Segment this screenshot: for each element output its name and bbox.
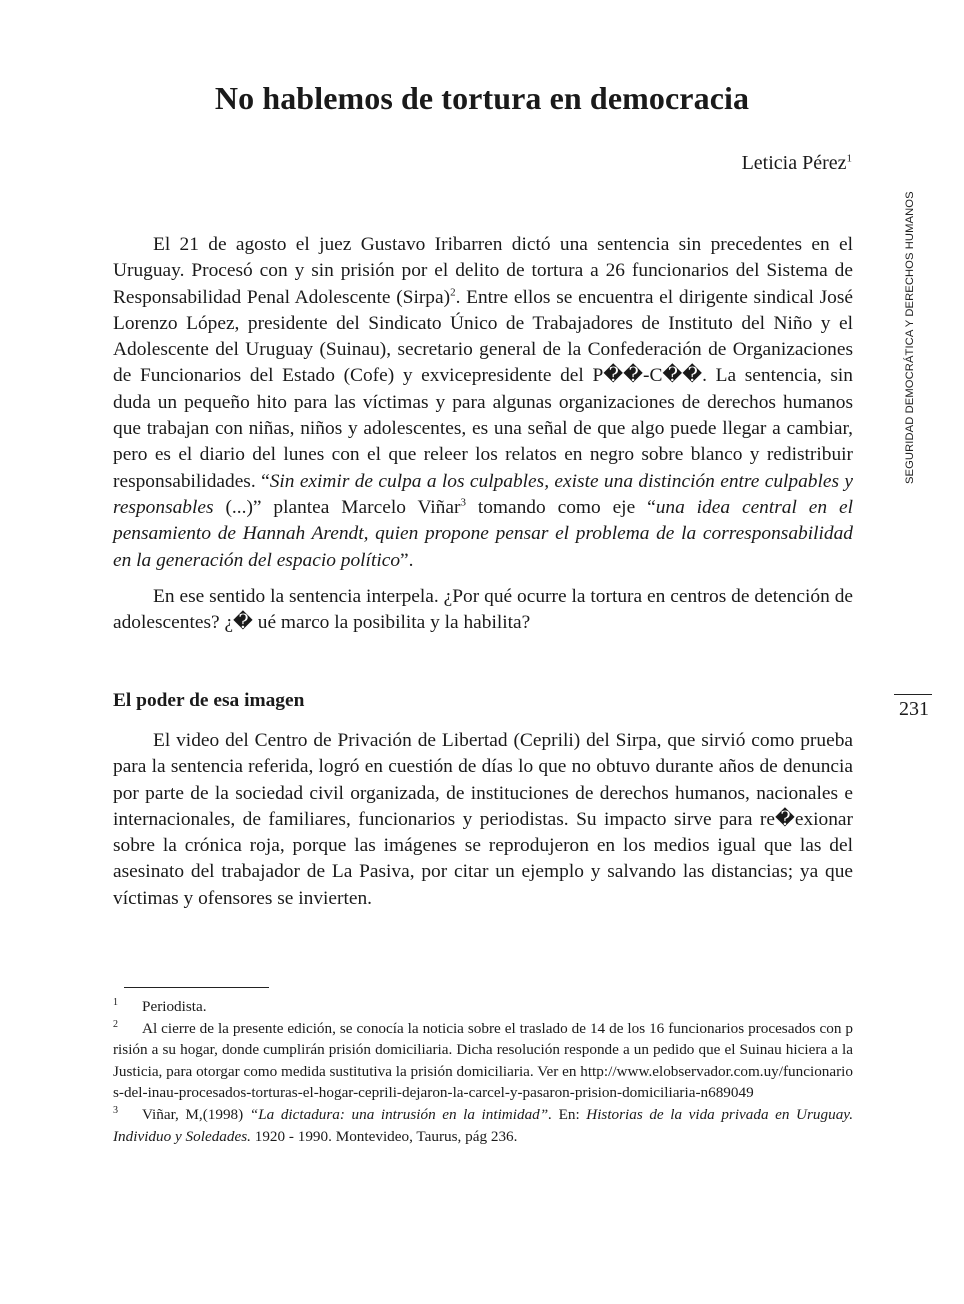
intro-section — [113, 232, 853, 636]
page-number: 231 — [899, 698, 929, 720]
section-heading: El poder de esa imagen — [113, 690, 305, 711]
quote-culpables: Sin eximir de culpa a los culpables, existe una distinción entre culpables y responsables — [113, 470, 853, 518]
image-power-section — [113, 728, 853, 912]
paragraph-1-text-a: El 21 de agosto el juez Gustavo Iribarren dictó una sentencia sin precedentes en el Uruguay. Procesó con y sin prisión por el delito de tortura a 26 funcionarios del Sistema de Responsabilidad Penal Adolescente (Sirpa) — [113, 234, 853, 308]
paragraph-1-text-e: ”. — [400, 549, 414, 571]
footnote-1 — [113, 996, 853, 1018]
footnotes — [113, 996, 853, 1147]
footnote-3-number: 3 — [113, 1104, 118, 1116]
page-number-rule — [894, 694, 932, 695]
footnote-separator — [124, 987, 269, 988]
footnote-3 — [113, 1104, 853, 1147]
footnote-3-text-c: 1920 - 1990. Montevideo, Taurus, pág 236. — [250, 1127, 518, 1145]
footnote-ref-3[interactable]: 3 — [460, 496, 466, 509]
footnote-1-number: 1 — [113, 997, 118, 1008]
footnote-3-article-title: “La dictadura: una intrusión en la intimidad”. — [249, 1105, 553, 1123]
footnote-2-text: Al cierre de la presente edición, se conocía la noticia sobre el traslado de 14 de los 16 funcionarios procesados con prisión a su hogar, donde cumplirán prisión domiciliaria. Dicha resolución responde a un pedido que el Suinau hiciera a la Justicia, para otorgar como medida sustitutiva la prisión domiciliaria. Ver en http://www.elobservador.com.uy/funcionarios-del-inau-procesados-torturas-el-hogar-ceprili-dejaron-la-carcel-y-pasaron-prision-domiciliaria-n689049 — [113, 1019, 853, 1102]
footnote-1-text: Periodista. — [142, 998, 207, 1015]
author-name: Leticia Pérez — [741, 152, 847, 174]
paragraph-3: El video del Centro de Privación de Libertad (Ceprili) del Sirpa, que sirvió como prueba para la sentencia referida, logró en cuestión de días lo que no obtuvo durante años de denuncia por parte de la sociedad civil organizada, de instituciones de derechos humanos, nacionales e internacionales, de familiares, funcionarios y periodistas. Su impacto sirve para re�exionar sobre la crónica roja, porque las imágenes se reprodujeron en los medios igual que las del asesinato del trabajador de La Pasiva, por citar un ejemplo y salvando las distancias; ya que víctimas y ofensores se invierten. — [113, 730, 853, 909]
footnote-ref-2[interactable]: 2 — [450, 286, 456, 299]
quote-arendt: una idea central en el pensamiento de Hannah Arendt, quien propone pensar el problema de la corresponsabilidad en la generación del espacio político — [113, 496, 853, 571]
author-line — [640, 152, 852, 175]
footnote-3-text-b: En: — [552, 1105, 587, 1123]
paragraph-1-text-d: tomando como eje “ — [465, 496, 656, 518]
author-footnote-ref[interactable]: 1 — [846, 152, 852, 165]
footnote-3-book-title: Historias de la vida privada en Uruguay. Individuo y Soledades. — [113, 1105, 853, 1145]
paragraph-1-text-b: . Entre ellos se encuentra el dirigente sindical José Lorenzo López, presidente del Sindicato Único de Trabajadores de Instituto del Niño y el Adolescente del Uruguay (Suinau), secretario general de la Confederación de Organizaciones de Funcionarios del Estado (Cofe) y exvicepresidente del P��-C��. La sentencia, sin duda un pequeño hito para las víctimas y para algunas organizaciones de derechos humanos que trabajan con niñas, niños y adolescentes, es una señal de que algo puede llegar a cambiar, pero es el diario del lunes con el que releer los relatos en negro sobre blanco y redistribuir responsabilidades. “ — [113, 286, 853, 492]
footnote-2-number: 2 — [113, 1018, 118, 1030]
footnote-3-text-a: Viñar, M,(1998) — [142, 1105, 250, 1123]
page-title: No hablemos de tortura en democracia — [214, 80, 750, 116]
side-section-label: SEGURIDAD DEMOCRÁTICA Y DERECHOS HUMANOS — [904, 191, 916, 484]
footnote-2 — [113, 1018, 853, 1104]
paragraph-1-text-c: (...)” plantea Marcelo Viñar — [213, 496, 461, 518]
paragraph-1 — [113, 232, 853, 574]
paragraph-2: En ese sentido la sentencia interpela. ¿Por qué ocurre la tortura en centros de detención de adolescentes? ¿� ué marco la posibilita y la habilita? — [113, 585, 853, 634]
